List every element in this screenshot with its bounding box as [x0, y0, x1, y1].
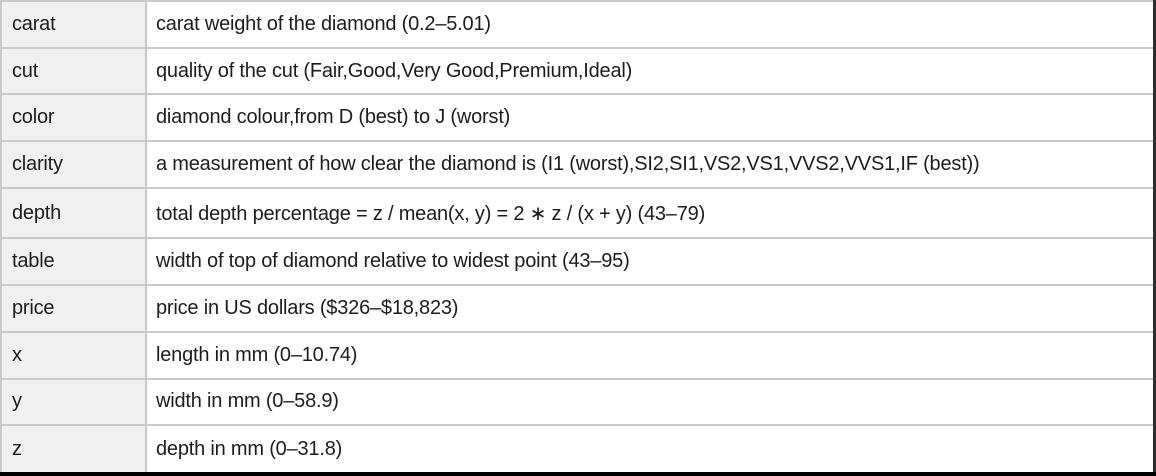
attribute-description-cell: width of top of diamond relative to widest point (43–95) — [146, 238, 1155, 285]
attribute-description-cell: length in mm (0–10.74) — [146, 332, 1155, 379]
attribute-name-cell: cut — [1, 48, 146, 95]
attribute-name-cell: carat — [1, 1, 146, 48]
attribute-description-cell: carat weight of the diamond (0.2–5.01) — [146, 1, 1155, 48]
attribute-name-cell: table — [1, 238, 146, 285]
attribute-description-cell: depth in mm (0–31.8) — [146, 425, 1155, 474]
table-row — [1, 48, 1155, 95]
table-row — [1, 94, 1155, 141]
attribute-description-cell: width in mm (0–58.9) — [146, 379, 1155, 426]
attribute-description-cell: a measurement of how clear the diamond is (I1 (worst),SI2,SI1,VS2,VS1,VVS2,VVS1,IF (best)) — [146, 141, 1155, 188]
attribute-name-cell: depth — [1, 188, 146, 238]
table-row — [1, 141, 1155, 188]
attribute-name-cell: color — [1, 94, 146, 141]
attribute-description-cell: quality of the cut (Fair,Good,Very Good,Premium,Ideal) — [146, 48, 1155, 95]
attribute-name-cell: clarity — [1, 141, 146, 188]
table-row — [1, 285, 1155, 332]
table-row — [1, 379, 1155, 426]
table-row — [1, 332, 1155, 379]
attribute-description-cell: price in US dollars ($326–$18,823) — [146, 285, 1155, 332]
attribute-description-cell: total depth percentage = z / mean(x, y) = 2 ∗ z / (x + y) (43–79) — [146, 188, 1155, 238]
table-body — [1, 1, 1155, 474]
attribute-name-cell: z — [1, 425, 146, 474]
table-row — [1, 425, 1155, 474]
table-row — [1, 1, 1155, 48]
table-row — [1, 188, 1155, 238]
attribute-name-cell: y — [1, 379, 146, 426]
attribute-description-cell: diamond colour,from D (best) to J (worst) — [146, 94, 1155, 141]
attribute-name-cell: x — [1, 332, 146, 379]
attribute-name-cell: price — [1, 285, 146, 332]
table-row — [1, 238, 1155, 285]
